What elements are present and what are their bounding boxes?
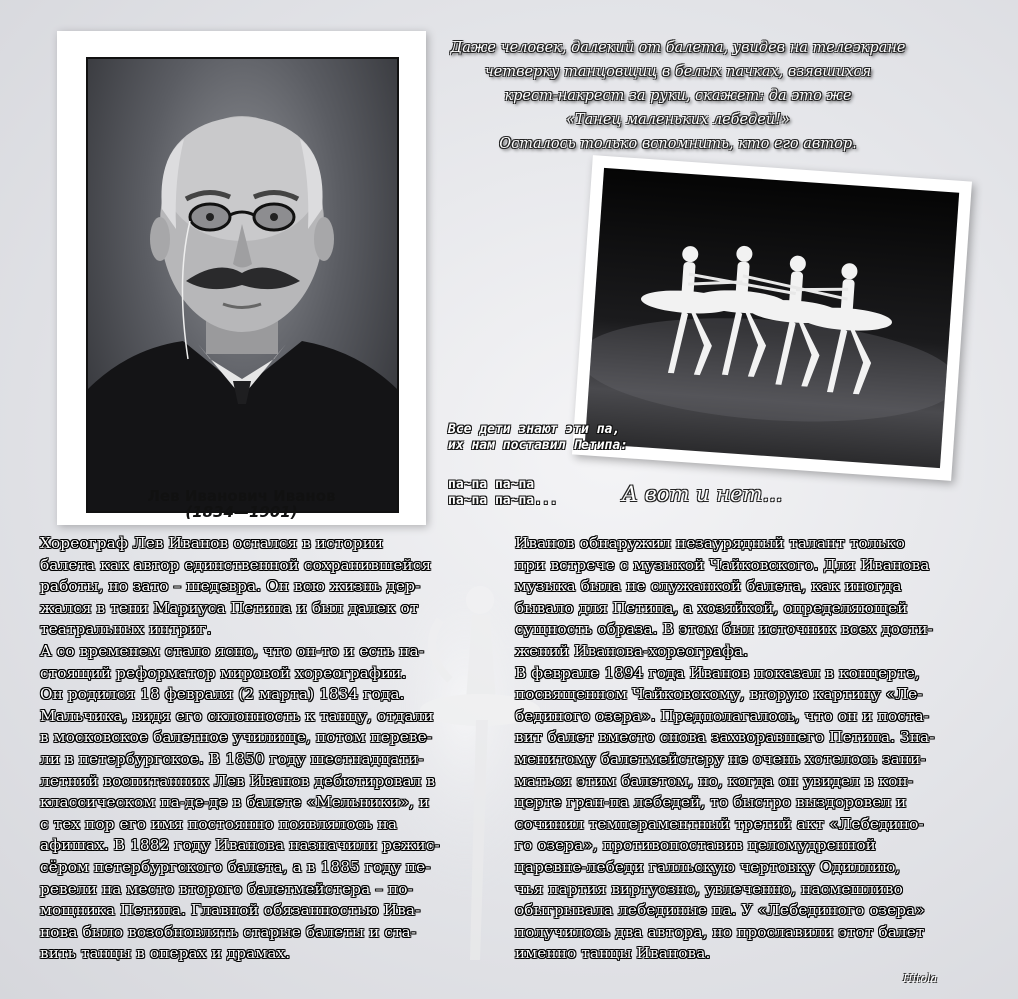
portrait-dates: (1834—1901): [185, 503, 298, 521]
text-line: сёром петербургского балета, а в 1885 году пе-: [40, 857, 431, 876]
quote-line: «Танец маленьких лебедей!»: [566, 112, 790, 128]
text-line: жений Иванова-хореографа.: [515, 641, 749, 660]
text-line: Хореограф Лев Иванов остался в истории: [40, 534, 384, 552]
text-line: нова было возобновлять старые балеты и ста-: [40, 922, 417, 941]
portrait-name: Лев Иванович Иванов: [147, 487, 336, 505]
text-line: Мальчика, видя его склонность к танцу, отдали: [40, 706, 434, 725]
aside-note: А вот и нет...: [622, 482, 783, 506]
text-line: царевне-лебеди галльскую чертовку Одиллию,: [515, 857, 901, 876]
text-line: ревели на место второго балетмейстера – по-: [40, 879, 413, 898]
text-line: А со временем стало ясно, что он-то и есть на-: [40, 641, 424, 660]
portrait-caption: [57, 488, 426, 520]
text-line: Иванов обнаружил незаурядный талант только: [515, 534, 905, 552]
text-line: афишах. В 1882 году Иванова назначили режис-: [40, 836, 440, 855]
text-line: посвященном Чайковскому, вторую картину «Ле-: [515, 685, 923, 704]
portrait-card: [57, 31, 426, 525]
text-line: церте гран-па лебедей, то быстро выздоровел и: [515, 793, 907, 812]
text-line: жался в тени Мариуса Петипа и был далек от: [40, 598, 419, 617]
ballet-photo-card: [572, 155, 972, 481]
rhyme-tune-line: па~па па~па...: [448, 493, 558, 508]
quote-line: Осталось только вспомнить, кто его автор.: [499, 136, 857, 152]
text-line: маться этим балетом, но, когда он увидел в кон-: [515, 771, 914, 790]
text-line: музыка была не служанкой балета, как иногда: [515, 577, 902, 596]
text-line: работы, но зато – шедевра. Он всю жизнь дер-: [40, 577, 421, 596]
text-line: чья партия виртуозно, увлеченно, насмешливо: [515, 879, 903, 898]
text-line: стоящий реформатор мировой хореографии.: [40, 663, 407, 682]
text-line: бединого озера». Предполагалось, что он и поста-: [515, 706, 929, 725]
quote-line: четверку танцовщиц в белых пачках, взявшихся: [484, 64, 872, 80]
text-line: классическом па-де-де в балете «Мельники», и: [40, 793, 430, 812]
text-line: вит балет вместо снова захворавшего Петипа. Зна-: [515, 728, 935, 747]
rhyme-lines: [448, 422, 628, 454]
text-line: сочинил темпераментный третий акт «Лебедино-: [515, 814, 924, 833]
text-line: сущность образа. В этом был источник всех дости-: [515, 620, 933, 639]
article-right-column: [515, 533, 995, 965]
article-left-column: [40, 533, 500, 965]
intro-quote: [448, 36, 908, 156]
text-line: менитому балетмейстеру не очень хотелось зани-: [515, 749, 926, 768]
signature: Hitola: [903, 972, 938, 985]
rhyme-tune-line: па~па па~па: [448, 477, 535, 492]
text-line: с тех пор его имя постоянно появлялось на: [40, 814, 398, 833]
text-line: балета как автор единственной сохранившейся: [40, 555, 432, 574]
portrait-photo: [86, 57, 399, 513]
text-line: при встрече с музыкой Чайковского. Для Иванова: [515, 555, 930, 574]
text-line: вить танцы в операх и драмах.: [40, 944, 291, 963]
rhyme-line: их нам поставил Петипа:: [448, 438, 629, 453]
text-line: Он родился 18 февраля (2 марта) 1834 года.: [40, 685, 405, 704]
text-line: бывало для Петипа, а хозяйкой, определяющей: [515, 598, 908, 617]
rhyme-tune: [448, 477, 558, 509]
text-line: получилось два автора, но прославили этот балет: [515, 922, 925, 941]
text-line: го озера», противопоставив целомудренной: [515, 836, 876, 855]
text-line: мощника Петипа. Главной обязанностью Ива-: [40, 901, 421, 920]
ballet-photo: [585, 168, 959, 468]
text-line: театральных интриг.: [40, 620, 212, 639]
text-line: ли в петербургское. В 1850 году шестнадцати-: [40, 749, 424, 768]
text-line: В феврале 1894 года Иванов показал в концерте,: [515, 663, 920, 682]
text-line: в московское балетное училище, потом переве-: [40, 728, 433, 747]
text-line: летний воспитанник Лев Иванов дебютировал в: [40, 771, 436, 790]
text-line: именно танцы Иванова.: [515, 944, 711, 963]
quote-line: Даже человек, далекий от балета, увидев на телеэкране: [450, 40, 906, 56]
text-line: обыгрывала лебединые па. У «Лебединого озера»: [515, 901, 925, 920]
rhyme-line: Все дети знают эти па,: [448, 422, 621, 437]
quote-line: крест-накрест за руки, скажет: да это же: [504, 88, 852, 104]
